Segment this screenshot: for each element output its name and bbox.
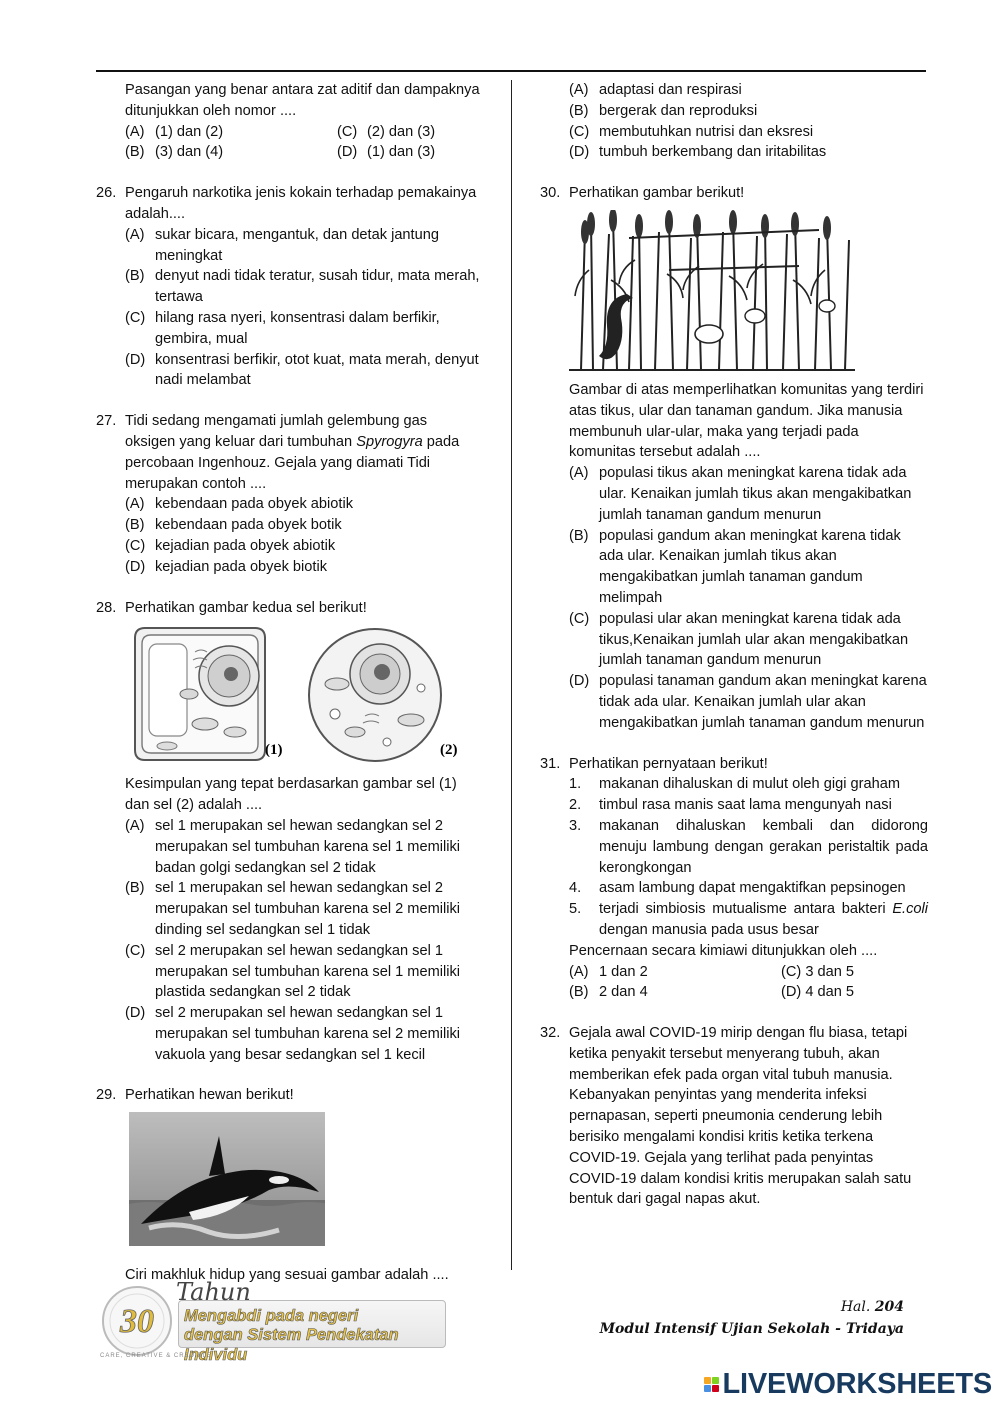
right-column xyxy=(540,80,928,1230)
question-stem: Perhatikan gambar kedua sel berikut! xyxy=(125,599,367,616)
logo-slogan-line-2: dengan Sistem Pendekatan Individu xyxy=(184,1326,399,1364)
anniversary-logo xyxy=(96,1276,444,1362)
option-c[interactable]: (C) hilang rasa nyeri, konsentrasi dalam berfikir, gembira, mual xyxy=(125,309,440,347)
question-number: 28. xyxy=(96,599,117,616)
orca-whale-image xyxy=(129,1112,325,1246)
question-number: 26. xyxy=(96,185,117,202)
question-28 xyxy=(96,598,481,1066)
logo-slogan-line-1: Mengabdi pada negeri xyxy=(184,1307,359,1325)
question-32 xyxy=(540,1023,928,1210)
page-footer xyxy=(600,1296,904,1340)
option-a[interactable]: (A) sel 1 merupakan sel hewan sedangkan sel 2 merupakan sel tumbuhan karena sel 1 memiliki badan golgi sedangkan sel 2 tidak xyxy=(125,817,460,876)
question-stem: Pengaruh narkotika jenis kokain terhadap pemakainya adalah.... xyxy=(125,185,477,222)
option-a[interactable]: (A) (1) dan (2) xyxy=(125,123,224,140)
question-25-tail xyxy=(96,80,481,163)
page-number-line: Hal. 204 xyxy=(840,1299,904,1315)
option-a[interactable]: (A) populasi tikus akan meningkat karena tidak ada ular. Kenaikan jumlah tikus akan mengakibatkan jumlah tanaman gandum menurun xyxy=(569,465,912,523)
option-b[interactable]: (B) sel 1 merupakan sel hewan sedangkan sel 2 merupakan sel tumbuhan karena sel 2 memiliki dinding sel sedangkan sel 1 tidak xyxy=(125,880,460,938)
question-stem: Perhatikan gambar berikut! xyxy=(569,185,745,202)
statement-item: 5. terjadi simbiosis mutualisme antara bakteri E.coli dengan manusia pada usus besar xyxy=(569,901,928,938)
question-prompt: Pencernaan secara kimiawi ditunjukkan oleh .... xyxy=(569,942,878,959)
option-c[interactable]: (C) (2) dan (3) xyxy=(337,123,436,140)
figure-label-1: (1) xyxy=(265,742,283,759)
question-stem: Perhatikan hewan berikut! xyxy=(125,1087,294,1104)
animal-cell-image xyxy=(309,629,441,761)
question-number: 31. xyxy=(540,755,561,772)
statement-item: 2. timbul rasa manis saat lama mengunyah nasi xyxy=(569,797,892,814)
top-rule xyxy=(96,70,926,72)
question-description: Gambar di atas memperlihatkan komunitas yang terdiri atas tikus, ular dan tanaman gandum. Jika manusia membunuh ular-ular, maka yang terjadi pada komunitas tersebut adalah .... xyxy=(569,381,924,461)
statement-item: 1. makanan dihaluskan di mulut oleh gigi graham xyxy=(569,776,900,793)
question-number: 29. xyxy=(96,1087,117,1104)
question-27 xyxy=(96,411,481,577)
option-c[interactable]: (C) populasi ular akan meningkat karena tidak ada tikus,Kenaikan jumlah ular akan mengakibatkan jumlah tanaman gandum menurun xyxy=(569,610,909,669)
wheat-field-community-image xyxy=(569,210,855,372)
question-29-options xyxy=(540,80,928,163)
liveworksheets-logo-icon xyxy=(704,1377,719,1392)
option-grid xyxy=(569,962,928,1004)
logo-number: 30 xyxy=(120,1303,154,1340)
question-30 xyxy=(540,183,928,733)
option-b[interactable]: (B) populasi gandum akan meningkat karena tidak ada ular. Kenaikan jumlah tikus akan mengakibatkan jumlah tanaman gandum melimpah xyxy=(569,527,901,606)
option-grid xyxy=(125,122,481,164)
liveworksheets-brand: LIVEWORKSHEETS xyxy=(722,1368,992,1400)
option-d[interactable]: (D) 4 dan 5 xyxy=(781,984,855,1001)
option-d[interactable]: (D) sel 2 merupakan sel hewan sedangkan sel 1 merupakan sel tumbuhan karena sel 2 memiliki vakuola yang besar sedangkan sel 1 kecil xyxy=(125,1005,460,1063)
liveworksheets-watermark xyxy=(704,1368,993,1400)
page-number: 204 xyxy=(874,1299,904,1315)
plant-cell-image xyxy=(135,628,265,760)
option-d[interactable]: (D) (1) dan (3) xyxy=(337,144,436,161)
figure-label-2: (2) xyxy=(440,742,458,759)
question-29 xyxy=(96,1085,481,1285)
option-d[interactable]: (D) kejadian pada obyek biotik xyxy=(125,558,328,575)
option-b[interactable]: (B) (3) dan (4) xyxy=(125,144,224,161)
question-number: 32. xyxy=(540,1025,561,1042)
option-c[interactable]: (C) sel 2 merupakan sel hewan sedangkan sel 1 merupakan sel tumbuhan karena sel 1 memiliki plastida sedangkan sel 2 tidak xyxy=(125,942,460,1001)
question-stem: Perhatikan pernyataan berikut! xyxy=(569,755,768,772)
logo-tagline: CARE, CREATIVE & CREDIBLE xyxy=(100,1353,212,1359)
option-d[interactable]: (D) konsentrasi berfikir, otot kuat, mata merah, denyut nadi melambat xyxy=(125,351,479,389)
module-title: Modul Intensif Ujian Sekolah - Tridaya xyxy=(599,1321,904,1337)
statement-item: 3. makanan dihaluskan kembali dan didorong menuju lambung dengan gerakan peristaltik pada kerongkongan xyxy=(569,817,928,876)
option-b[interactable]: (B) bergerak dan reproduksi xyxy=(569,102,758,119)
option-b[interactable]: (B) denyut nadi tidak teratur, susah tidur, mata merah, tertawa xyxy=(125,268,480,306)
option-a[interactable]: (A) 1 dan 2 xyxy=(569,963,648,980)
option-c[interactable]: (C) 3 dan 5 xyxy=(781,963,855,980)
cell-diagram-figure xyxy=(125,624,470,766)
question-conclusion: Kesimpulan yang tepat berdasarkan gambar sel (1) dan sel (2) adalah .... xyxy=(125,776,457,814)
question-26 xyxy=(96,183,481,391)
column-divider xyxy=(511,80,512,1270)
option-d[interactable]: (D) populasi tanaman gandum akan meningkat karena tidak ada ular. Kenaikan jumlah ular akan mengakibatkan jumlah tanaman gandum menurun xyxy=(569,673,927,731)
question-stem: Pasangan yang benar antara zat aditif dan dampaknya ditunjukkan oleh nomor .... xyxy=(125,82,480,119)
option-c[interactable]: (C) kejadian pada obyek abiotik xyxy=(125,537,336,554)
option-a[interactable]: (A) kebendaan pada obyek abiotik xyxy=(125,496,353,513)
question-number: 27. xyxy=(96,413,117,430)
option-a[interactable]: (A) adaptasi dan respirasi xyxy=(569,82,742,98)
logo-word: Tahun xyxy=(176,1278,251,1306)
question-31 xyxy=(540,754,928,1004)
statement-item: 4. asam lambung dapat mengaktifkan pepsinogen xyxy=(569,880,906,897)
question-stem: Gejala awal COVID-19 mirip dengan flu biasa, tetapi ketika penyakit tersebut menyerang tubuh, akan memberikan efek pada organ vital tubuh manusia. Kebanyakan penyintas yang menderita infeksi pernapasan, seperti pneumonia cenderung lebih berisiko mengalami kondisi kritis ketika terkena COVID-19. Gejala yang terlihat pada penyintas COVID-19 dalam kondisi kritis merupakan salah satu bentuk dari gagal napas akut. xyxy=(569,1025,912,1208)
option-b[interactable]: (B) kebendaan pada obyek botik xyxy=(125,517,342,534)
question-prompt: Ciri makhluk hidup yang sesuai gambar adalah .... xyxy=(125,1267,449,1284)
option-c[interactable]: (C) membutuhkan nutrisi dan eksresi xyxy=(569,123,814,140)
option-b[interactable]: (B) 2 dan 4 xyxy=(569,984,648,1001)
option-a[interactable]: (A) sukar bicara, mengantuk, dan detak jantung meningkat xyxy=(125,226,439,264)
question-number: 30. xyxy=(540,185,561,202)
option-d[interactable]: (D) tumbuh berkembang dan iritabilitas xyxy=(569,144,827,161)
question-stem: Tidi sedang mengamati jumlah gelembung gas oksigen yang keluar dari tumbuhan Spyrogyra pada percobaan Ingenhouz. Gejala yang diamati Tidi merupakan contoh .... xyxy=(125,413,460,492)
left-column xyxy=(96,80,481,1306)
